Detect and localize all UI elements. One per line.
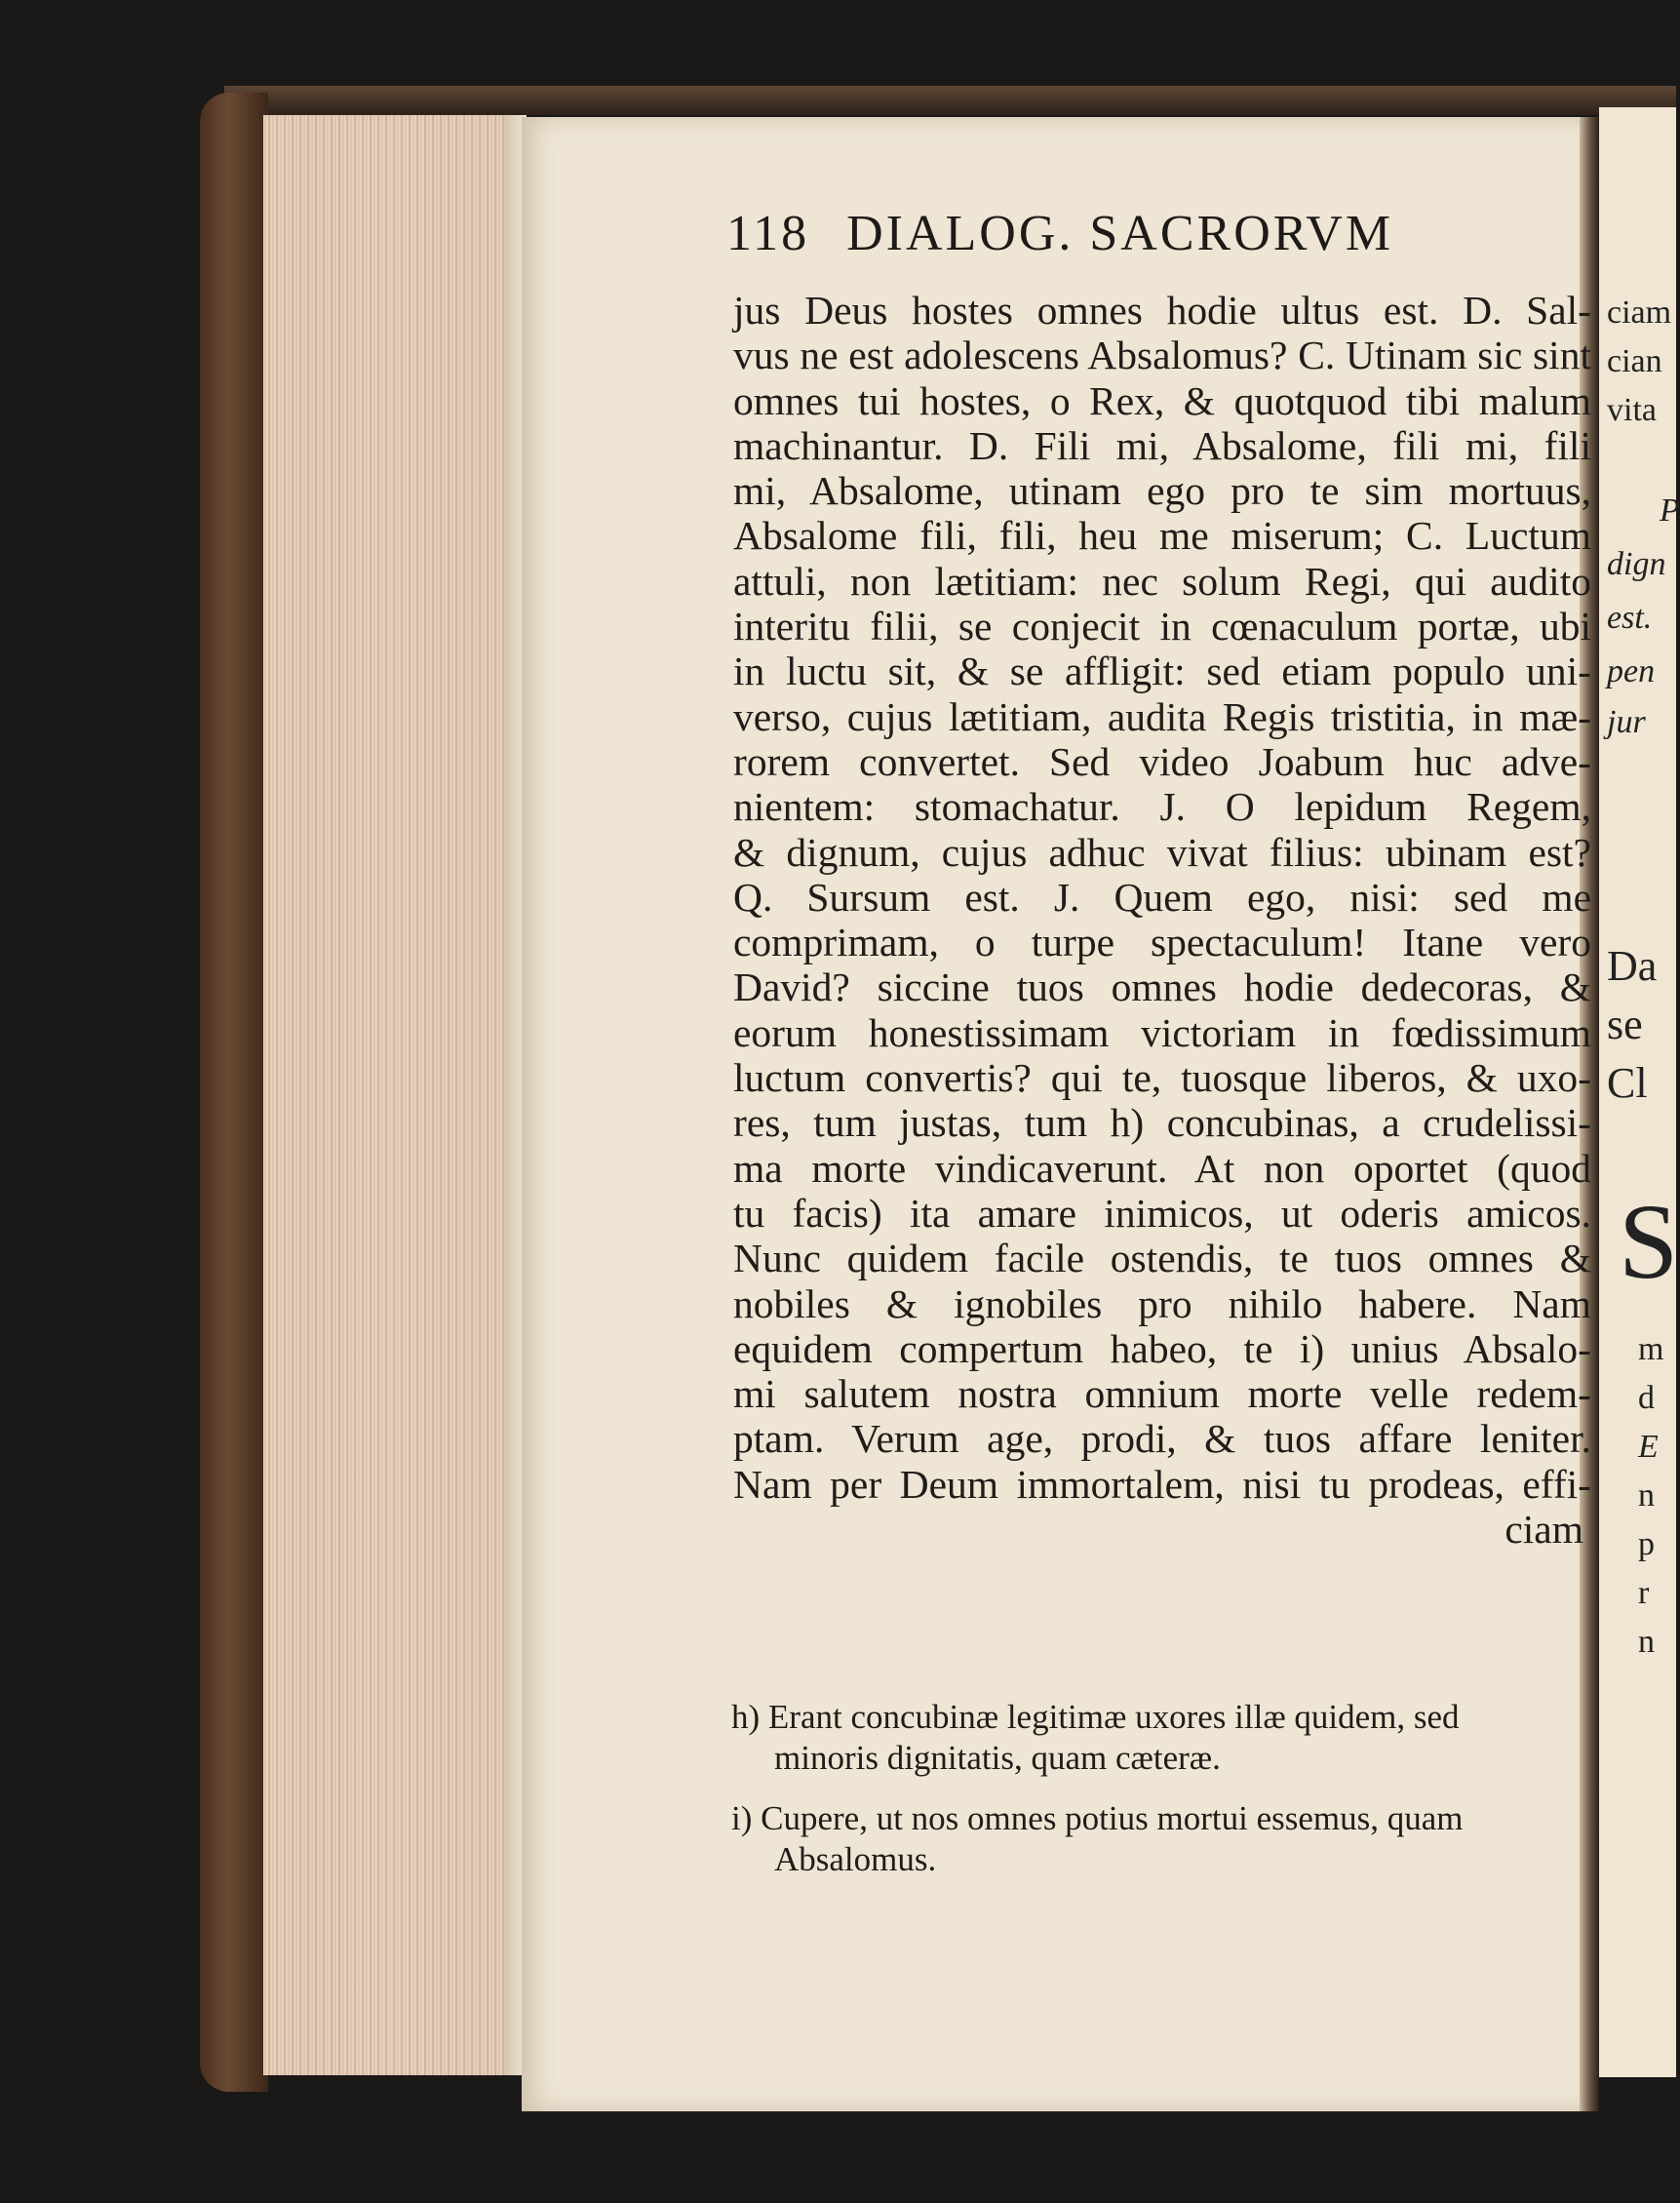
facing-fragment: Da <box>1607 942 1658 990</box>
facing-fragment: Cl <box>1607 1059 1648 1107</box>
running-header <box>726 205 1575 262</box>
footnote-text: Cupere, ut nos omnes potius mortui essemus, quam <box>761 1799 1464 1837</box>
facing-fragment: E <box>1638 1429 1659 1465</box>
facing-fragment: p <box>1638 1526 1655 1562</box>
text-line: verso, cujus lætitiam, audita Regis tristitia, in mæ- <box>733 693 1591 739</box>
text-line: res, tum justas, tum h) concubinas, a crudelissi- <box>733 1100 1591 1146</box>
text-line: vus ne est adolescens Absalomus? C. Utinam sic sint <box>733 333 1591 378</box>
page-edges <box>263 115 527 2075</box>
facing-fragment: ciam <box>1607 295 1672 331</box>
text-line: nientem: stomachatur. J. O lepidum Regem, <box>733 784 1591 830</box>
text-line: David? siccine tuos omnes hodie dedecoras, & <box>733 964 1591 1010</box>
facing-fragment: m <box>1638 1331 1664 1367</box>
text-line: equidem compertum habeo, te i) unius Absalo- <box>733 1325 1591 1371</box>
text-line: omnes tui hostes, o Rex, & quotquod tibi malum <box>733 377 1591 423</box>
text-line: mi, Absalome, utinam ego pro te sim mortuus, <box>733 468 1591 514</box>
text-line: Absalome fili, fili, heu me miserum; C. Luctum <box>733 513 1591 559</box>
footnote-h <box>731 1697 1589 1779</box>
text-line: ptam. Verum age, prodi, & tuos affare leniter. <box>733 1416 1591 1462</box>
page-number: 118 <box>726 206 810 261</box>
footnote-text: Erant concubinæ legitimæ uxores illæ quidem, sed <box>767 1698 1460 1736</box>
text-line: Nunc quidem facile ostendis, te tuos omnes & <box>733 1236 1591 1281</box>
text-line: comprimam, o turpe spectaculum! Itane vero <box>733 920 1591 965</box>
footnote-mark: i) <box>731 1799 753 1837</box>
running-title: DIALOG. SACRORVM <box>846 206 1394 261</box>
footnote-text: minoris dignitatis, quam cæteræ. <box>774 1739 1221 1777</box>
footnote-mark: h) <box>731 1698 761 1736</box>
text-line: & dignum, cujus adhuc vivat filius: ubinam est? <box>733 829 1591 875</box>
facing-fragment: dign <box>1607 546 1666 582</box>
catchword: ciam <box>1504 1507 1583 1553</box>
facing-fragment: cian <box>1607 343 1662 379</box>
text-line: Nam per Deum immortalem, nisi tu prodeas, effi- <box>733 1461 1591 1507</box>
text-line: mi salutem nostra omnium morte velle redem- <box>733 1371 1591 1417</box>
facing-fragment: est. <box>1607 600 1653 636</box>
facing-fragment: n <box>1638 1624 1655 1660</box>
text-line: tu facis) ita amare inimicos, ut oderis amicos. <box>733 1190 1591 1236</box>
text-line: machinantur. D. Fili mi, Absalome, fili mi, fili <box>733 422 1591 468</box>
facing-fragment: jur <box>1607 704 1646 740</box>
footnote-text: Absalomus. <box>774 1840 937 1878</box>
footnotes <box>731 1697 1589 1900</box>
facing-page-edge <box>1599 107 1680 2077</box>
facing-fragment: pen <box>1607 653 1656 689</box>
text-line: attuli, non lætitiam: nec solum Regi, qui audito <box>733 558 1591 604</box>
main-text-block <box>733 288 1591 1552</box>
facing-fragment: se <box>1607 1001 1643 1048</box>
text-line: in luctu sit, & se affligit: sed etiam populo uni- <box>733 649 1591 694</box>
text-line: jus Deus hostes omnes hodie ultus est. D. Sal- <box>733 288 1591 333</box>
text-line: luctum convertis? qui te, tuosque liberos, & uxo- <box>733 1055 1591 1101</box>
text-line: nobiles & ignobiles pro nihilo habere. Nam <box>733 1280 1591 1326</box>
facing-initial: S <box>1619 1182 1679 1301</box>
facing-fragment: P <box>1660 492 1680 529</box>
text-line: interitu filii, se conjecit in cœnaculum portæ, ubi <box>733 604 1591 649</box>
book-top-cover <box>224 86 1676 115</box>
text-line: ma morte vindicaverunt. At non oportet (quod <box>733 1145 1591 1191</box>
facing-fragment: vita <box>1607 392 1657 428</box>
facing-fragment: r <box>1638 1575 1650 1611</box>
book-binding <box>200 93 268 2092</box>
footnote-i <box>731 1798 1589 1880</box>
text-line: rorem convertet. Sed video Joabum huc adve- <box>733 738 1591 784</box>
facing-fragment: n <box>1638 1477 1655 1514</box>
text-line: eorum honestissimam victoriam in fœdissimum <box>733 1009 1591 1055</box>
facing-fragment: d <box>1638 1380 1655 1416</box>
text-line: Q. Sursum est. J. Quem ego, nisi: sed me <box>733 874 1591 920</box>
